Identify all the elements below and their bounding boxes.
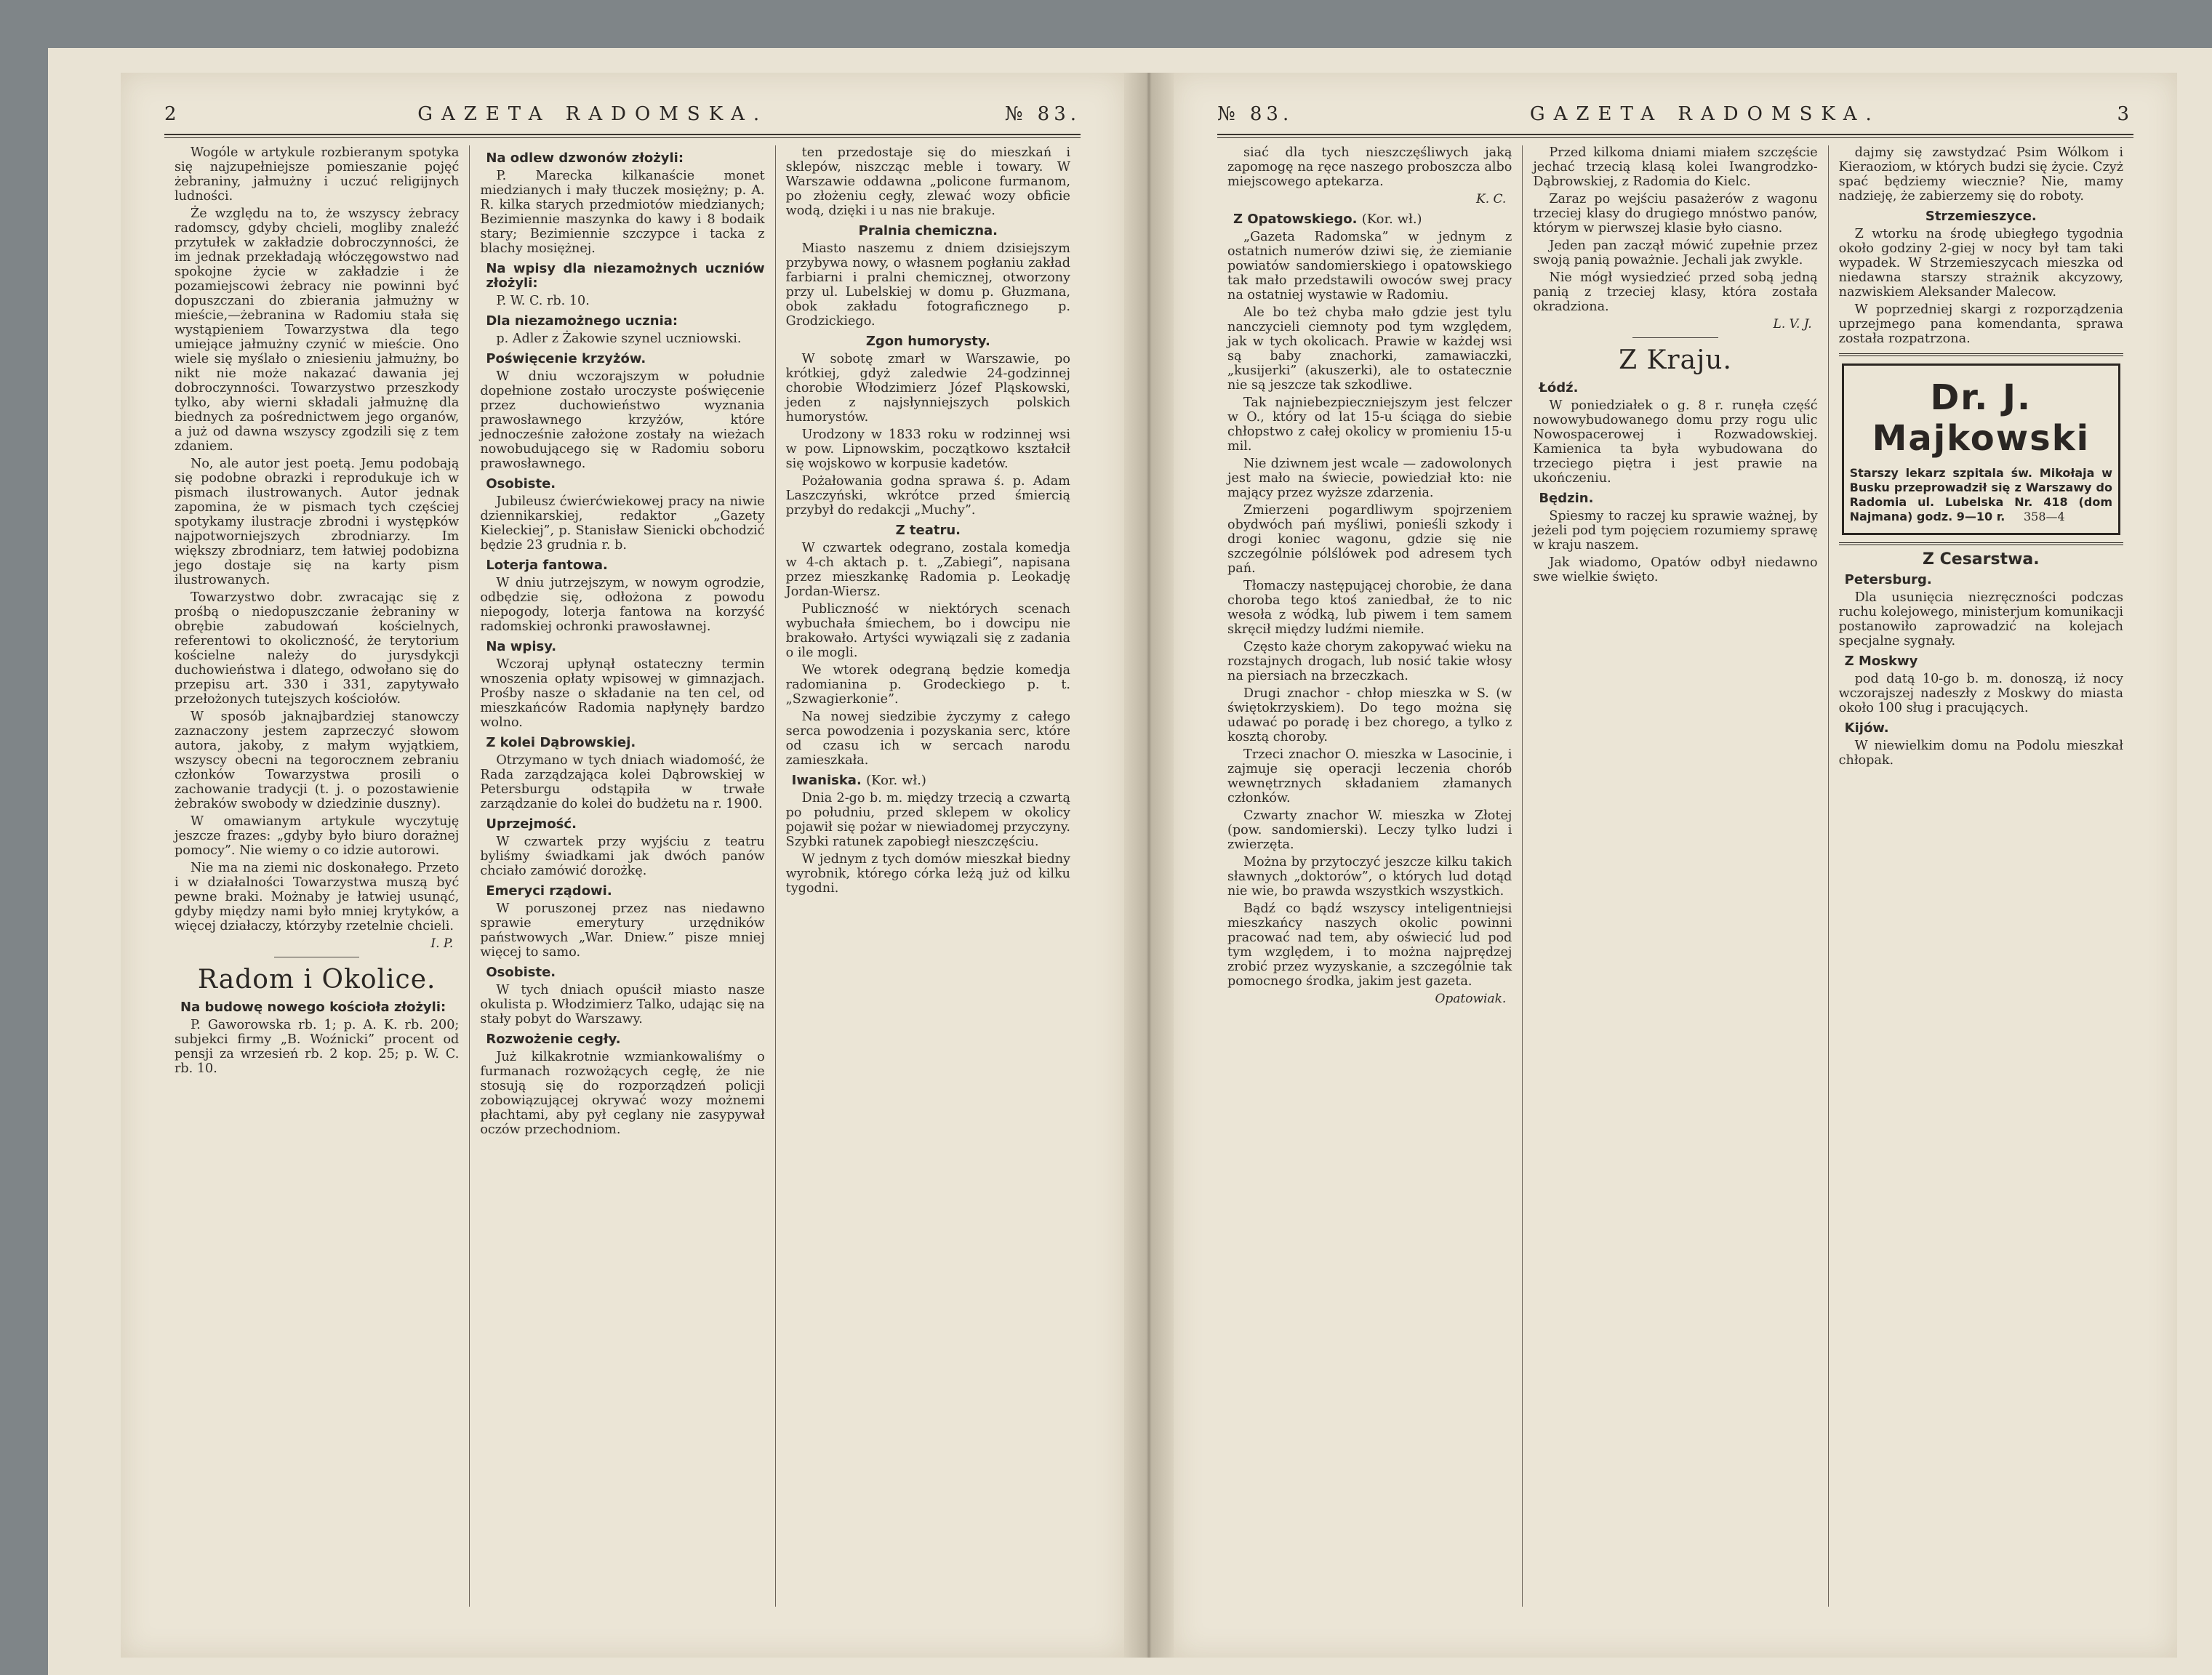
issue-number: № 83. [1217, 103, 1294, 125]
subheading: Z kolei Dąbrowskiej. [486, 735, 636, 750]
article-paragraph: W tych dniach opuścił miasto nasze okulista p. Włodzimierz Talko, udając się na stały pobyt do Warszawy. [480, 983, 765, 1027]
article-paragraph: W omawianym artykule wyczytuję jeszcze frazes: „gdyby było biuro dorażnej pomocy”. Nie wiemy o co idzie autorowi. [175, 814, 460, 858]
header-rule-thin [164, 137, 1081, 138]
article-paragraph: W czwartek przy wyjściu z teatru byliśmy świadkami jak dwóch panów chciało zamówić dorożkę. [480, 835, 765, 878]
article-paragraph: Nie ma na ziemi nic doskonałego. Przeto i w działalności Towarzystwa muszą być pewne braki. Możnaby je łatwiej usunąć, gdyby między nami było mniej krytyków, a więcej działaczy, którzyby rzetelnie chcieli. [175, 861, 460, 933]
column-1 [1217, 145, 1522, 1607]
article-paragraph: Z wtorku na środę ubiegłego tygodnia około godziny 2-giej w nocy był tam taki wypadek. W Strzemieszycach mieszka od niedawna starszy strażnik akcyzowy, nazwiskiem Aleksander Malecow. [1838, 227, 2123, 300]
subheading: Rozwożenie cegły. [486, 1032, 621, 1047]
subheading: Na wpisy dla niezamożnych uczniów złożyli: [486, 261, 765, 291]
subheading: Osobiste. [486, 476, 556, 491]
article-paragraph: Urodzony w 1833 roku w rodzinnej wsi w pow. Lipnowskim, początkowo kształcił się wojskowo w korpusie kadetów. [785, 427, 1070, 471]
article-paragraph: „Gazeta Radomska” w jednym z ostatnich numerów dziwi się, że ziemianie powiatów sandomierskiego i opatowskiego tak mało przedstawili owoców swej pracy na ostatniej wystawie w Radomiu. [1227, 230, 1512, 302]
article-paragraph: P. Gaworowska rb. 1; p. A. K. rb. 200; subjekci firmy „B. Woźnicki” procent od pensji za wrzesień rb. 2 kop. 25; p. W. C. rb. 10. [175, 1018, 460, 1076]
column-3 [775, 145, 1081, 1607]
article-paragraph: W dniu jutrzejszym, w nowym ogrodzie, odbędzie się, odłożona z powodu niepogody, loterja fantowa na korzyść radomskiej ochronki prawosławnej. [480, 576, 765, 634]
article-paragraph: Tłomaczy następującej chorobie, że dana choroba tego ktoś zaniedbał, że to nic wesoła z wódką, lub piwem i tem samem skręcił między ludźmi niemiłe. [1227, 579, 1512, 637]
subheading: Zgon humorysty. [865, 334, 990, 349]
article-paragraph: Dla usunięcia niezręczności podczas ruchu kolejowego, ministerjum komunikacji postanowiło zaprowadzić na kolejach specjalne sygnały. [1838, 590, 2123, 648]
article-paragraph: Że względu na to, że wszyscy żebracy radomscy, gdyby chcieli, mogliby znaleźć przytułek w zakładzie dobroczynności, że im jednak przekładają włóczęgowstwo nad spokojne życie w zakładzie i że pozamiejscowi żebracy nie powinni być dopuszczani do zbierania jałmużny w mieście,—żebranina w Radomiu stała się wystąpieniem Towarzystwa dla tego umiejące jałmużny czynić w mieście. Ono wiele się myślało o zniesieniu jałmużny, bo nikt nie może nakazać dawania jej dobroczynności. Towarzystwo przeszkody tylko, aby wierni składali jałmużnę dla biednych za pośrednictwem jego organów, a już od dawna wszyscy zgodzili się z tem zdaniem. [175, 206, 460, 454]
header-rule-thin [1217, 137, 2133, 138]
signature: Opatowiak. [1435, 992, 1507, 1006]
article-paragraph: pod datą 10-go b. m. donoszą, iż nocy wczorajszej nadeszły z Moskwy do miasta około 100 sług i pracujących. [1838, 672, 2123, 715]
article-paragraph: W poniedziałek o g. 8 r. runęła część nowowybudowanego domu przy rogu ulic Nowospacerowej i Rozwadowskiej. Kamienica ta była wybudowana do trzeciego piętra i jest prawie na ukończeniu. [1533, 398, 1818, 486]
article-paragraph: W sobotę zmarł w Warszawie, po krótkiej, gdyż zaledwie 24-godzinnej chorobie Włodzimierz Józef Pląskowski, jeden z najsłynniejszych polskich humorystów. [785, 352, 1070, 425]
section-title: Radom i Okolice. [197, 965, 436, 995]
article-paragraph: Spiesmy to raczej ku sprawie ważnej, by jeżeli pod tym pojęciem rozumiemy sprawę w kraju naszem. [1533, 509, 1818, 553]
article-paragraph: Otrzymano w tych dniach wiadomość, że Rada zarządzająca kolei Dąbrowskiej w Petersburgu odstąpiła w trwałe zarządzanie do kolei do budżetu na r. 1900. [480, 753, 765, 811]
subheading: Pralnia chemiczna. [858, 223, 998, 238]
subheading: Na odlew dzwonów złożyli: [486, 150, 684, 166]
article-paragraph: Trzeci znachor O. mieszka w Lasocinie, i zajmuje się operacji leczenia chorób wewnętrznych składaniem złamanych członków. [1227, 747, 1512, 806]
article-paragraph: Nie dziwnem jest wcale — zadowolonych jest mało na świecie, powiedział kto: nie mający przez wyższe zdarzenia. [1227, 457, 1512, 500]
left-page [121, 73, 1124, 1658]
column-3 [1828, 145, 2133, 1607]
divider [1632, 337, 1718, 338]
subheading: Strzemieszyce. [1925, 209, 2037, 224]
subheading: Dla niezamożnego ucznia: [486, 313, 678, 329]
article-paragraph: Jubileusz ćwierćwiekowej pracy na niwie dziennikarskiej, redaktor „Gazety Kieleckiej”, p. Stanisław Sienicki obchodzić będzie 23 grudnia r. b. [480, 494, 765, 553]
right-columns [1217, 145, 2133, 1607]
article-paragraph: Miasto naszemu z dniem dzisiejszym przybywa nowy, o własnem pogłaniu zakład farbiarni i pralni chemicznej, otworzony przy ul. Lubelskiej w domu p. Głuzmana, obok zakładu fotograficznego p. Grodzickiego. [785, 241, 1070, 329]
subheading: Loterja fantowa. [486, 558, 608, 573]
subheading-text: Iwaniska. [791, 773, 862, 788]
article-paragraph: siać dla tych nieszczęśliwych jaką zapomogę na ręce naszego proboszcza albo miejscowego aptekarza. [1227, 145, 1512, 189]
article-paragraph: Dnia 2-go b. m. między trzecią a czwartą po południu, przed sklepem w okolicy pojawił się pożar w niewiadomej przyczyny. Szybki ratunek zapobiegł nieszczęściu. [785, 791, 1070, 849]
article-paragraph: dajmy się zawstydzać Psim Wólkom i Kieraoziom, w których budzi się życie. Czyż spać będziemy wiecznie? Nie, mamy nadzieję, że zabierzemy się do roboty. [1838, 145, 2123, 204]
article-paragraph: Wczoraj upłynął ostateczny termin wnoszenia opłaty wpisowej w gimnazjach. Prośby nasze o składanie na ten cel, od mieszkańców Radomia napłynęły bardzo wolno. [480, 657, 765, 730]
article-paragraph: Przed kilkoma dniami miałem szczęście jechać trzecią klasą kolei Iwangrodzko-Dąbrowskiej, z Radomia do Kielc. [1533, 145, 1818, 189]
article-paragraph: Tak najniebezpieczniejszym jest felczer w O., który od lat 15-u ściąga do siebie chłopstwo z całej okolicy w promieniu 15-u mil. [1227, 395, 1512, 454]
issue-number: № 83. [1004, 103, 1081, 125]
article-paragraph: Towarzystwo dobr. zwracając się z prośbą o niedopuszczanie żebraniny w obrębie zabudowań kościelnych, referentowi to okoliczność, że terytorium kościelne należy do jurysdykcji duchowieństwa i dlatego, odwołano się do przepisu art. 330 i 331, zapytywało przełożonych tutejszych kościołów. [175, 590, 460, 707]
article-paragraph: W niewielkim domu na Podolu mieszkał chłopak. [1838, 739, 2123, 768]
subheading: Kijów. [1844, 720, 1889, 736]
page-number: 3 [2117, 103, 2133, 125]
section-title: Z Cesarstwa. [1923, 550, 2040, 569]
header-rule [164, 134, 1081, 135]
article-paragraph: W sposób jaknajbardziej stanowczy zaznaczony jestem zaprzeczyć słowom autora, jakoby, z małym wyjątkiem, wszyscy obecni na tegorocznem zebraniu członków Towarzystwa prosili o zachowanie tradycji (t. j. o pozostawienie żebraków swobody w dziedzinie duszny). [175, 710, 460, 811]
ad-reference: 358—4 [2023, 510, 2065, 523]
subheading: Poświęcenie krzyżów. [486, 351, 646, 366]
article-paragraph: P. W. C. rb. 10. [496, 294, 590, 308]
ad-text [1850, 466, 2112, 524]
subheading-text: Z Opatowskiego. [1233, 212, 1358, 227]
page-header [1217, 102, 2133, 126]
subheading: Uprzejmość. [486, 816, 577, 832]
subheading: Z teatru. [895, 523, 961, 538]
subheading [786, 774, 1070, 788]
column-1 [164, 145, 469, 1607]
subheading: Petersburg. [1844, 572, 1932, 587]
signature: L. V. J. [1773, 317, 1812, 332]
right-page [1174, 73, 2177, 1658]
article-paragraph: No, ale autor jest poetą. Jemu podobają się podobne obrazki i reprodukuje ich w pismach ilustrowanych. Autor jednak zapomina, że w pismach tych częściej spotykamy ilustracje zbrodni i występków najpotworniejszych zbrodniarzy. Im większy zbrodniarz, tem łatwiej podobizna jego dostaje się na karty pism ilustrowanych. [175, 457, 460, 587]
divider [1839, 542, 2123, 545]
ad-doctor-name: Dr. J. Majkowski [1872, 377, 2091, 459]
divider [1839, 353, 2123, 356]
signature: I. P. [430, 936, 454, 951]
article-paragraph: Bądź co bądź wszyscy inteligentniejsi mieszkańcy naszych okolic powinni pracować nad tem, aby oświecić lud pod tym względem, i to można najprędzej zrobić przez wyzyskanie, a szczególnie tak pomocnego środka, jakim jest gazeta. [1227, 901, 1512, 989]
page-header [164, 102, 1081, 126]
subheading: Na budowę nowego kościoła złożyli: [180, 1000, 446, 1015]
page-number: 2 [164, 103, 181, 125]
article-paragraph: W poruszonej przez nas niedawno sprawie emerytury urzędników państwowych „War. Dniew.” pisze mniej więcej to samo. [480, 901, 765, 960]
subheading: Z Moskwy [1844, 654, 1918, 669]
newspaper-title: GAZETA RADOMSKA. [417, 103, 769, 125]
newspaper-title: GAZETA RADOMSKA. [1529, 103, 1880, 125]
correspondent-note: (Kor. wł.) [1361, 212, 1422, 227]
correspondent-note: (Kor. wł.) [866, 773, 926, 788]
article-paragraph: P. Marecka kilkanaście monet miedzianych i mały tłuczek mosiężny; p. A. R. kilka starych przedmiotów miedzianych; Bezimiennie maszynka do kawy i 8 bodaik stary; Bezimiennie szczypce i tacka z blachy mosiężnej. [480, 169, 765, 256]
subheading: Będzin. [1539, 491, 1594, 506]
article-paragraph: Zaraz po wejściu pasażerów z wagonu trzeciej klasy do drugiego mnóstwo panów, którym w pierwszej klasie było ciasno. [1533, 192, 1818, 236]
newspaper-spread [48, 48, 2212, 1675]
article-paragraph: W poprzedniej skargi z rozporządzenia uprzejmego pana komendanta, sprawa została rozpatrzona. [1838, 302, 2123, 346]
article-paragraph: Drugi znachor - chłop mieszka w S. (w świętokrzyskiem). Do tego można się udawać po poradę i bez chorego, a tylko z kosztą choroby. [1227, 686, 1512, 744]
left-columns [164, 145, 1081, 1607]
article-paragraph: W dniu wczorajszym w południe dopełnione zostało uroczyste poświęcenie przez duchowieństwo wyznania prawosławnego krzyżów, które jednocześnie założone zostały na wieżach nowobudującego się w Radomiu soboru prawosławnego. [480, 369, 765, 471]
article-paragraph: W czwartek odegrano, zostala komedja w 4-ch aktach p. t. „Zabiegi”, napisana przez mieszkankę Radomia p. Leokadję Jordan-Wiersz. [785, 541, 1070, 599]
article-paragraph: Pożałowania godna sprawa ś. p. Adam Laszczyński, wkrótce przed śmiercią przybył do redakcji „Muchy”. [785, 474, 1070, 518]
ad-body: Starszy lekarz szpitala św. Mikołaja w Busku przeprowadził się z Warszawy do Radomia ul. Lubelska Nr. 418 (dom Najmana) godz. 9—10 r. [1849, 466, 2112, 523]
article-paragraph: Jak wiadomo, Opatów odbył niedawno swe wielkie święto. [1533, 555, 1818, 585]
article-paragraph: p. Adler z Żakowie szynel uczniowski. [496, 332, 742, 346]
column-2 [1522, 145, 1827, 1607]
subheading [1227, 212, 1512, 227]
signature: K. C. [1476, 192, 1507, 206]
article-paragraph: Na nowej siedzibie życzymy z całego serca powodzenia i pozyskania serc, które od czasu ich w sercach narodu zamieszkała. [785, 710, 1070, 768]
article-paragraph: Nie mógł wysiedzieć przed sobą jedną panią z trzeciej klasy, która została okradziona. [1533, 270, 1818, 314]
subheading: Łódź. [1539, 380, 1579, 395]
doctor-advertisement [1842, 363, 2120, 535]
article-paragraph: Wogóle w artykule rozbieranym spotyka się najzupełniejsze pomieszanie pojęć żebraniny, jałmużny i uczuć religijnych ludności. [175, 145, 460, 204]
article-paragraph: Często każe chorym zakopywać wieku na rozstajnych drogach, lub nosić takie włosy na piersiach na brzeczkach. [1227, 640, 1512, 683]
article-paragraph: W jednym z tych domów mieszkał biedny wyrobnik, którego córka leżą już od kilku tygodni. [785, 852, 1070, 896]
article-paragraph: ten przedostaje się do mieszkań i sklepów, niszcząc meble i towary. W Warszawie oddawna „policone furmanom, po złożeniu cegły, zlewać wozy obficie wodą, dzięki i u nas nie brakuje. [785, 145, 1070, 218]
article-paragraph: Czwarty znachor W. mieszka w Złotej (pow. sandomierski). Leczy tylko ludzi i zwierzęta. [1227, 808, 1512, 852]
subheading: Na wpisy. [486, 639, 557, 654]
article-paragraph: Zmierzeni pogardliwym spojrzeniem obydwóch pań myśliwi, ponieśli szkody i drogi koniec wagonu, gdzie się nie szczególnie pólślówek pod adresem tych pań. [1227, 503, 1512, 576]
subheading: Emeryci rządowi. [486, 883, 612, 899]
article-paragraph: Można by przytoczyć jeszcze kilku takich sławnych „doktorów”, o których lud dotąd nie wie, bo prawda wszystkich wszystkich. [1227, 855, 1512, 899]
article-paragraph: Jeden pan zaczął mówić zupełnie przez swoją panią poważnie. Jechali jak zwykle. [1533, 238, 1818, 268]
article-paragraph: Ale bo też chyba mało gdzie jest tylu nanczycieli ciemnoty pod tym względem, jak w tych okolicach. Prawie w każdej wsi są baby znachorki, zamawiaczki, „kusijerki” (akuszerki), ale to ostatecznie nie są jeszcze tak szkodliwe. [1227, 305, 1512, 393]
binding-gutter [1124, 73, 1174, 1658]
section-title: Z Kraju. [1619, 345, 1732, 375]
subheading: Osobiste. [486, 965, 556, 980]
article-paragraph: Publiczność w niektórych scenach wybuchała śmiechem, bo i dowcipu nie brakowało. Artyści wywiązali się z zadania o ile mogli. [785, 602, 1070, 660]
header-rule [1217, 134, 2133, 135]
column-2 [469, 145, 774, 1607]
article-paragraph: We wtorek odegraną będzie komedja radomianina p. Grodeckiego p. t. „Szwagierkonie”. [785, 663, 1070, 707]
article-paragraph: Już kilkakrotnie wzmiankowaliśmy o furmanach rozwożących cegłę, że nie stosują się do rozporządzeń policji zobowiązującej okrywać wozy możnemi płachtami, aby pył ceglany nie zasypywał oczów przechodniom. [480, 1050, 765, 1137]
